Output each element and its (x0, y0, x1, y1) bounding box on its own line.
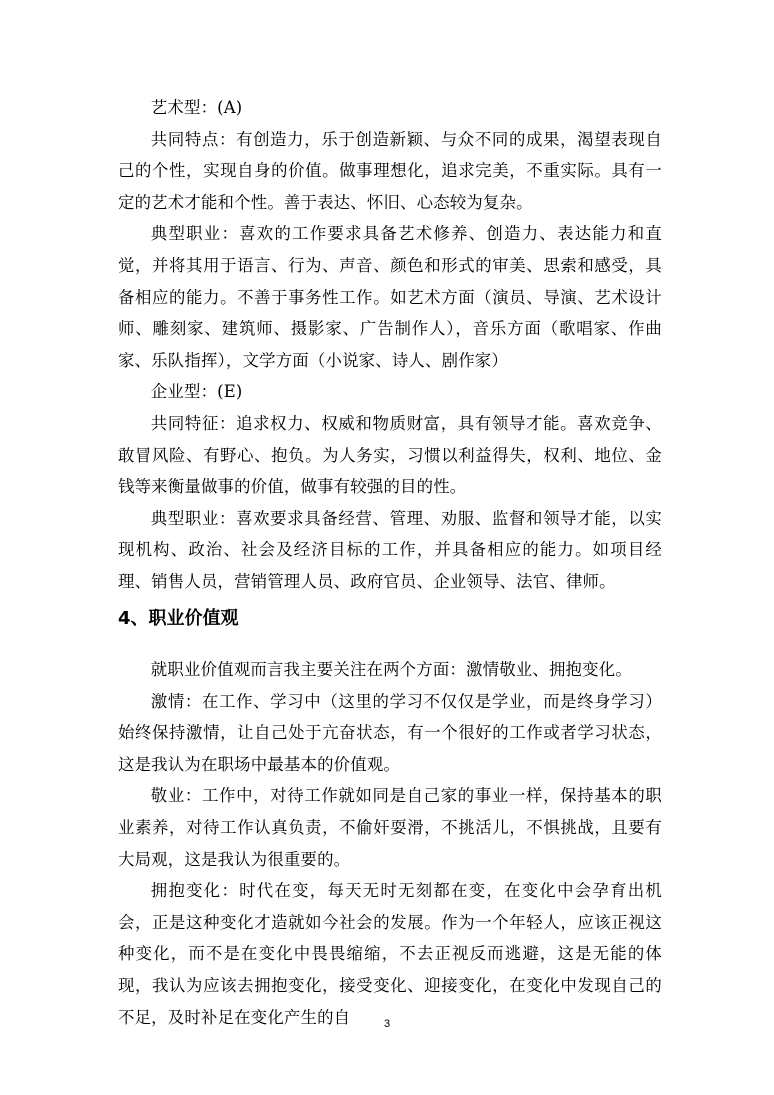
passion-paragraph: 激情：在工作、学习中（这里的学习不仅仅是学业，而是终身学习）始终保持激情，让自己处于亢奋状态，有一个很好的工作或者学习状态，这是我认为在职场中最基本的价值观。 (118, 691, 662, 774)
enterprising-type-title: 企业型：(E) (150, 382, 243, 402)
dedication-paragraph: 敬业：工作中，对待工作就如同是自己家的事业一样，保持基本的职业素养，对待工作认真负责，不偷奸耍滑，不挑活儿，不惧挑战，且要有大局观，这是我认为很重要的。 (118, 786, 662, 869)
enterprising-common-traits: 共同特征：追求权力、权威和物质财富，具有领导才能。喜欢竞争、敢冒风险、有野心、抱负。为人务实，习惯以利益得失，权利、地位、金钱等来衡量做事的价值，做事有较强的目的性。 (118, 413, 662, 497)
career-values-section (118, 654, 662, 1033)
section-heading: 4、职业价值观 (118, 608, 239, 629)
page-number: 3 (383, 1018, 391, 1030)
artistic-type-title: 艺术型：(A) (150, 98, 243, 117)
enterprising-typical-jobs: 典型职业：喜欢要求具备经营、管理、劝服、监督和领导才能，以实现机构、政治、社会及经济目标的工作，并具备相应的能力。如项目经理、销售人员，营销管理人员、政府官员、企业领导、法官、律师。 (118, 508, 662, 591)
artistic-common-traits: 共同特点：有创造力，乐于创造新颖、与众不同的成果，渴望表现自己的个性，实现自身的价值。做事理想化，追求完美，不重实际。具有一定的艺术才能和个性。善于表达、怀旧、心态较为复杂。 (118, 129, 662, 212)
artistic-typical-jobs: 典型职业：喜欢的工作要求具备艺术修养、创造力、表达能力和直觉，并将其用于语言、行为、声音、颜色和形式的审美、思索和感受，具备相应的能力。不善于事务性工作。如艺术方面（演员、导演、艺术设计师、雕刻家、建筑师、摄影家、广告制作人），音乐方面（歌唱家、作曲家、乐队指挥），文学方面（小说家、诗人、剧作家） (118, 224, 662, 370)
embrace-change-paragraph: 拥抱变化：时代在变，每天无时无刻都在变，在变化中会孕育出机会，正是这种变化才造就如今社会的发展。作为一个年轻人，应该正视这种变化，而不是在变化中畏畏缩缩，不去正视反而逃避，这是无能的体现，我认为应该去拥抱变化，接受变化、迎接变化，在变化中发现自己的不足，及时补足在变化产生的自 (118, 881, 662, 1027)
values-intro: 就职业价值观而言我主要关注在两个方面：激情敬业、拥抱变化。 (150, 660, 632, 679)
personality-types-section (118, 92, 662, 598)
